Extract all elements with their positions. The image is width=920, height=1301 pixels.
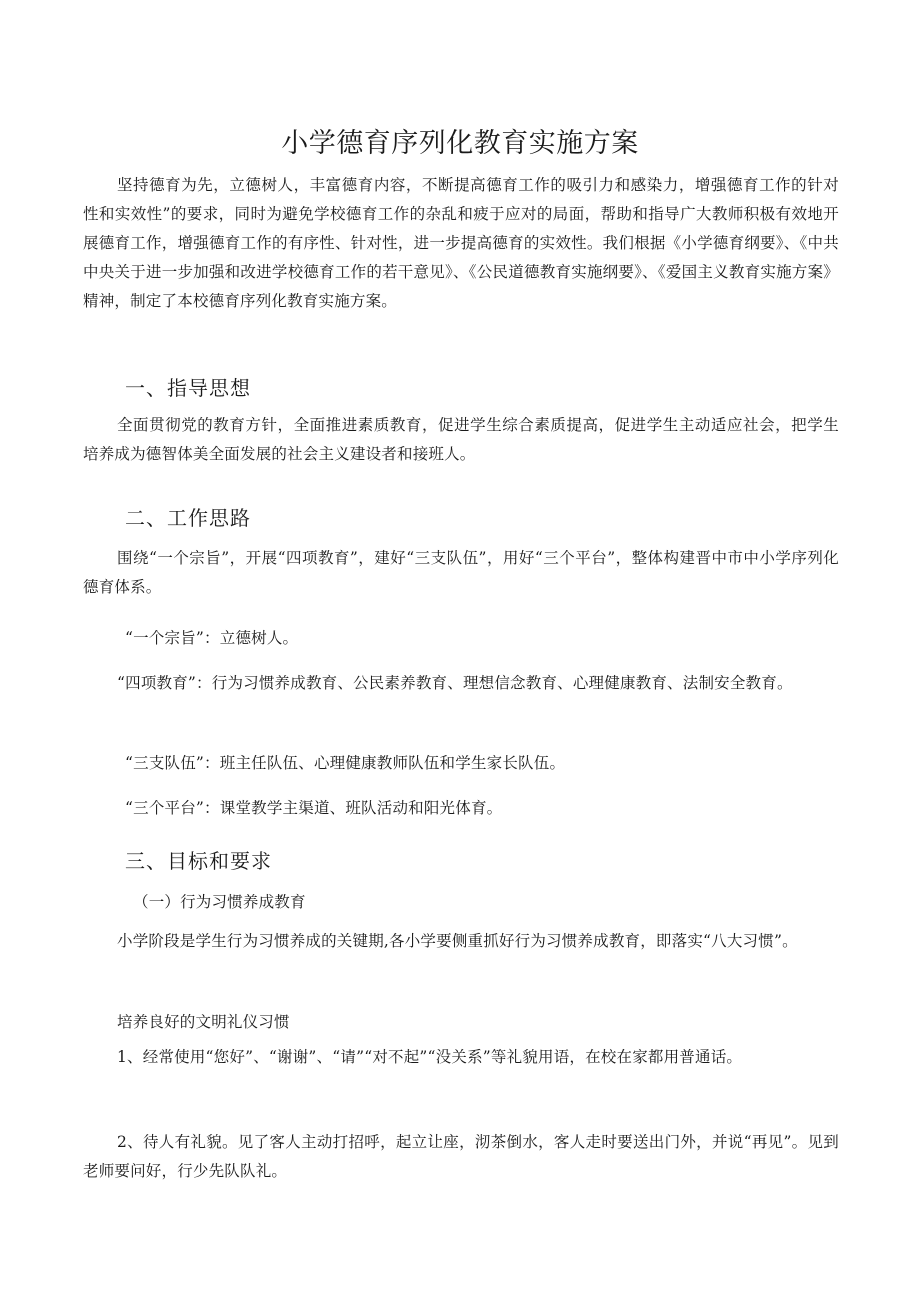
section-1-body: 全面贯彻党的教育方针，全面推进素质教育，促进学生综合素质提高，促进学生主动适应社会，把学生培养成为德智体美全面发展的社会主义建设者和接班人。 <box>83 416 839 463</box>
section-2-item-1: “一个宗旨”：立德树人。 <box>125 629 299 647</box>
habit-point-2: 2、待人有礼貌。见了客人主动打招呼，起立让座，沏茶倒水，客人走时要送出门外，并说“再见”。见到老师要问好，行少先队队礼。 <box>83 1133 839 1180</box>
section-2-heading: 二、工作思路 <box>125 506 251 530</box>
section-1-heading: 一、指导思想 <box>125 376 251 400</box>
habit-point-1: 1、经常使用“您好”、“谢谢”、“请”“对不起”“没关系”等礼貌用语，在校在家都用普通话。 <box>117 1048 743 1066</box>
section-3-subheading: （一）行为习惯养成教育 <box>133 893 306 911</box>
habit-title: 培养良好的文明礼仪习惯 <box>117 1013 290 1031</box>
intro-paragraph: 坚持德育为先，立德树人，丰富德育内容，不断提高德育工作的吸引力和感染力，增强德育工作的针对性和实效性”的要求，同时为避免学校德育工作的杂乱和疲于应对的局面，帮助和指导广大教师积极有效地开展德育工作，增强德育工作的有序性、针对性，进一步提高德育的实效性。我们根据《小学德育纲要》、《中共中央关于进一步加强和改进学校德育工作的若干意见》、《公民道德教育实施纲要》、《爱国主义教育实施方案》精神，制定了本校德育序列化教育实施方案。 <box>83 176 839 310</box>
section-3-body: 小学阶段是学生行为习惯养成的关键期,各小学要侧重抓好行为习惯养成教育，即落实“八大习惯”。 <box>117 932 798 950</box>
section-2-body: 围绕“一个宗旨”，开展“四项教育”，建好“三支队伍”，用好“三个平台”，整体构建晋中市中小学序列化德育体系。 <box>83 549 839 596</box>
section-2-item-3: “三支队伍”：班主任队伍、心理健康教师队伍和学生家长队伍。 <box>125 754 566 772</box>
section-2-item-2: “四项教育”：行为习惯养成教育、公民素养教育、理想信念教育、心理健康教育、法制安全教育。 <box>117 674 793 692</box>
document-title: 小学德育序列化教育实施方案 <box>281 128 639 159</box>
section-3-heading: 三、目标和要求 <box>125 849 272 873</box>
section-2-item-4: “三个平台”：课堂教学主渠道、班队活动和阳光体育。 <box>125 799 503 817</box>
